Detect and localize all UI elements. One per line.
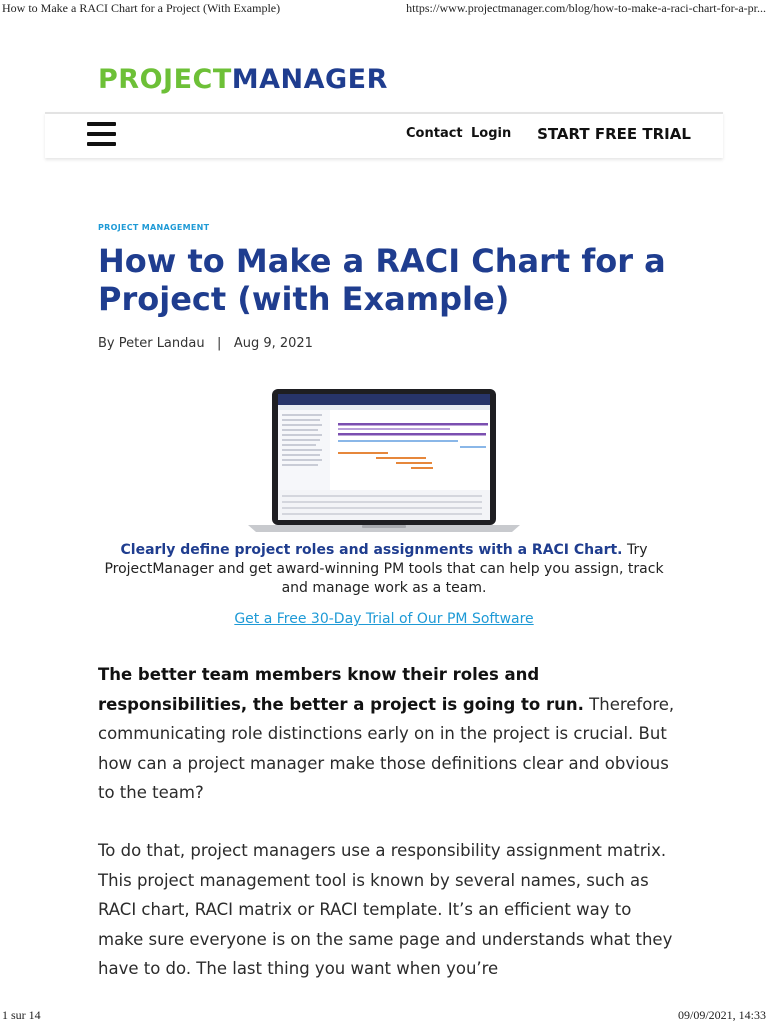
nav-contact-link[interactable]: Contact bbox=[406, 126, 463, 141]
print-datetime: 09/09/2021, 14:33 bbox=[677, 1008, 766, 1022]
caption-highlight: Clearly define project roles and assignments with a RACI Chart. bbox=[120, 542, 623, 558]
print-page-url: https://www.projectmanager.com/blog/how-to-make-a-raci-chart-for-a-pr... bbox=[406, 1, 766, 15]
article-category[interactable]: PROJECT MANAGEMENT bbox=[98, 223, 210, 232]
free-trial-link[interactable]: Get a Free 30-Day Trial of Our PM Software bbox=[234, 611, 534, 627]
laptop-gantt-screenshot-image bbox=[246, 388, 522, 532]
print-page-title: How to Make a RACI Chart for a Project (With Example) bbox=[2, 1, 281, 15]
intro-paragraph bbox=[98, 660, 678, 808]
print-footer bbox=[0, 1006, 768, 1024]
projectmanager-logo[interactable] bbox=[98, 64, 388, 95]
hamburger-menu-icon[interactable] bbox=[87, 122, 116, 146]
article-byline bbox=[98, 336, 313, 351]
nav-login-link[interactable]: Login bbox=[471, 126, 512, 141]
article-date: Aug 9, 2021 bbox=[233, 336, 313, 351]
article-author: By Peter Landau bbox=[98, 336, 205, 351]
byline-separator: | bbox=[217, 336, 222, 351]
print-header bbox=[0, 0, 768, 18]
promo-caption bbox=[104, 541, 664, 598]
start-free-trial-button[interactable]: START FREE TRIAL bbox=[537, 125, 691, 143]
intro-paragraph-bold: The better team members know their roles and responsibilities, the better a project is going to run. bbox=[98, 665, 584, 714]
print-page-number: 1 sur 14 bbox=[2, 1008, 41, 1022]
second-paragraph: To do that, project managers use a responsibility assignment matrix. This project management tool is known by several names, such as RACI chart, RACI matrix or RACI template. It’s an efficient way to make sure everyone is on the same page and understands what they have to do. The last thing you want when you’re bbox=[98, 841, 673, 978]
article-title: How to Make a RACI Chart for a Project (with Example) bbox=[98, 242, 666, 318]
logo-part-manager: MANAGER bbox=[231, 64, 388, 95]
logo-part-project: PROJECT bbox=[98, 64, 232, 95]
intro-paragraph-text: Therefore, communicating role distinctions early on in the project is crucial. But how can a project manager make those definitions clear and obvious to the team? bbox=[98, 694, 675, 802]
top-navigation bbox=[45, 112, 723, 158]
caption-text: Try ProjectManager and get award-winning PM tools that can help you assign, track and manage work as a team. bbox=[104, 542, 664, 596]
